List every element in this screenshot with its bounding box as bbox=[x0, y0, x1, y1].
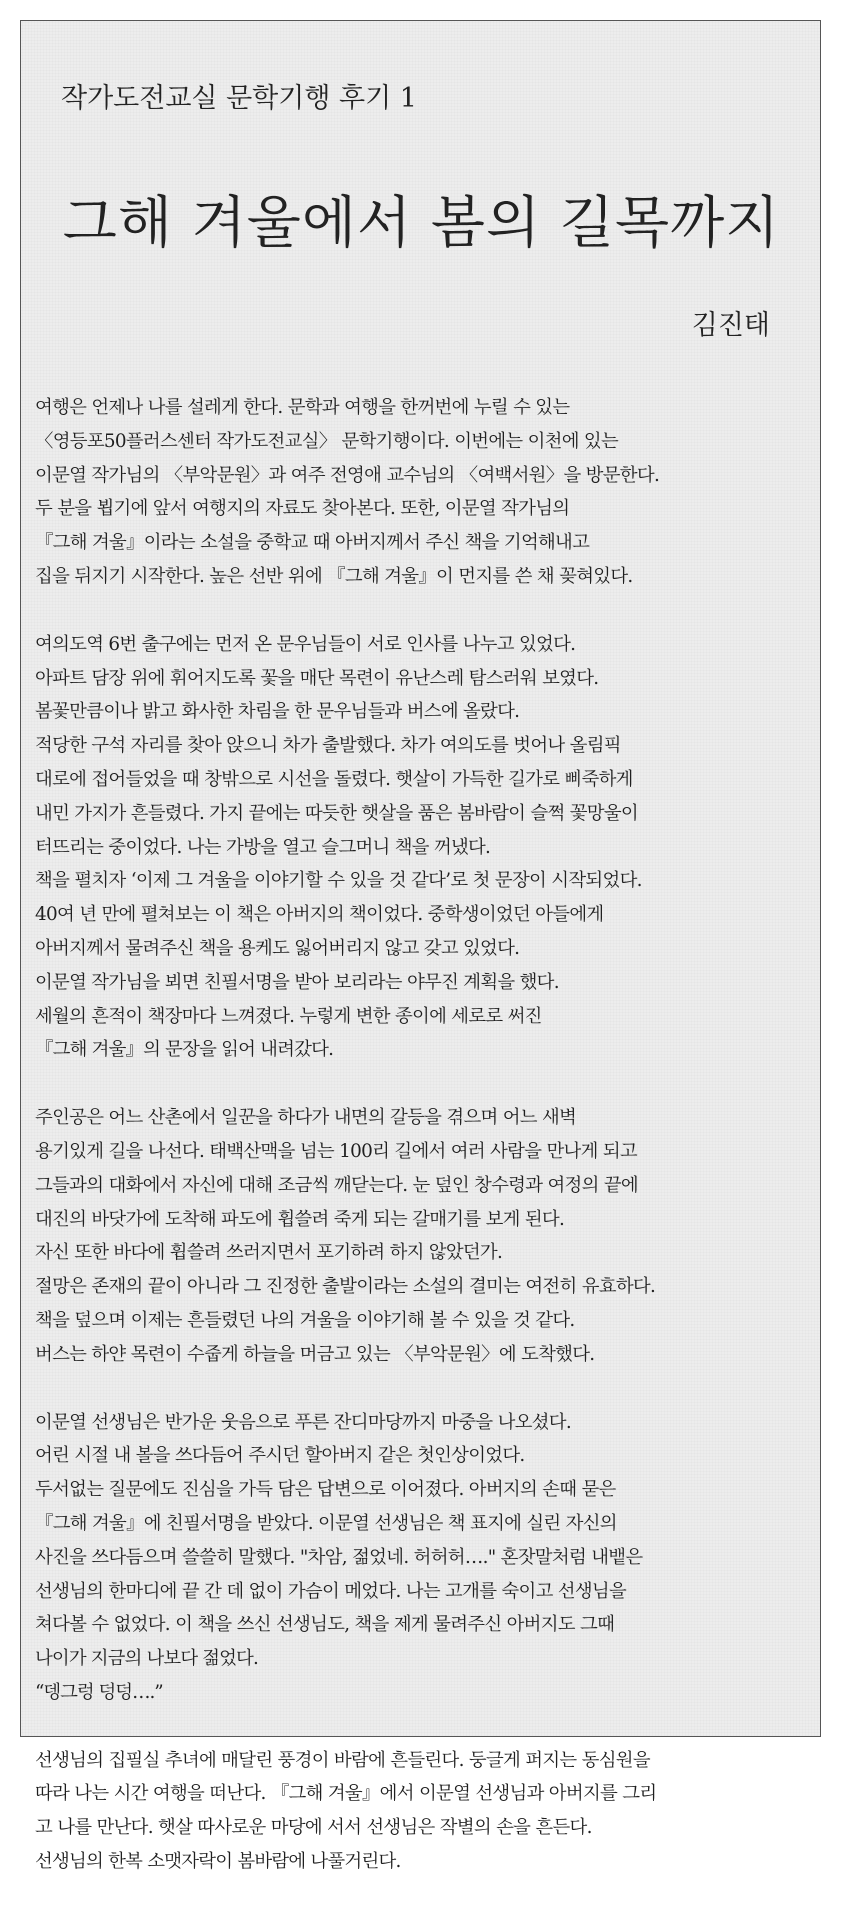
author-name: 김진태 bbox=[691, 310, 770, 341]
text-line: 대진의 바닷가에 도착해 파도에 휩쓸려 죽게 되는 갈매기를 보게 된다. bbox=[35, 1208, 565, 1230]
essay-paragraph bbox=[35, 1744, 825, 1879]
essay-paragraph bbox=[35, 1101, 825, 1371]
text-line: 40여 년 만에 펼쳐보는 이 책은 아버지의 책이었다. 중학생이었던 아들에게 bbox=[35, 904, 604, 926]
text-line: 선생님의 집필실 추녀에 매달린 풍경이 바람에 흔들린다. 둥글게 퍼지는 동심원을 bbox=[35, 1749, 650, 1771]
text-line: 이문열 작가님의 〈부악문원〉과 여주 전영애 교수님의 〈여백서원〉을 방문한다. bbox=[35, 464, 660, 486]
text-line: 여행은 언제나 나를 설레게 한다. 문학과 여행을 한꺼번에 누릴 수 있는 bbox=[35, 397, 570, 418]
text-line: “뎅그렁 덩덩….” bbox=[35, 1681, 163, 1703]
text-line: 내민 가지가 흔들렸다. 가지 끝에는 따듯한 햇살을 품은 봄바람이 슬쩍 꽃망울이 bbox=[35, 802, 638, 824]
text-line: 어린 시절 내 볼을 쓰다듬어 주시던 할아버지 같은 첫인상이었다. bbox=[35, 1445, 525, 1467]
text-line: 버스는 하얀 목련이 수줍게 하늘을 머금고 있는 〈부악문원〉에 도착했다. bbox=[35, 1343, 595, 1365]
text-line: 쳐다볼 수 없었다. 이 책을 쓰신 선생님도, 책을 제게 물려주신 아버지도 그때 bbox=[35, 1614, 615, 1636]
text-line: 두 분을 뵙기에 앞서 여행지의 자료도 찾아본다. 또한, 이문열 작가님의 bbox=[35, 498, 570, 520]
text-line: 집을 뒤지기 시작한다. 높은 선반 위에 『그해 겨울』이 먼지를 쓴 채 꽂혀있다. bbox=[35, 565, 633, 587]
essay-paragraph bbox=[35, 391, 825, 594]
text-line: 아버지께서 물려주신 책을 용케도 잃어버리지 않고 갖고 있었다. bbox=[35, 937, 520, 959]
text-line: 『그해 겨울』이라는 소설을 중학교 때 아버지께서 주신 책을 기억해내고 bbox=[35, 532, 590, 554]
essay-page bbox=[20, 20, 821, 1873]
text-line: 그들과의 대화에서 자신에 대해 조금씩 깨닫는다. 눈 덮인 창수령과 여정의 끝에 bbox=[35, 1174, 638, 1196]
text-line: 이문열 선생님은 반가운 웃음으로 푸른 잔디마당까지 마중을 나오셨다. bbox=[35, 1411, 571, 1433]
text-line: 주인공은 어느 산촌에서 일꾼을 하다가 내면의 갈등을 겪으며 어느 새벽 bbox=[35, 1107, 577, 1129]
text-line: 세월의 흔적이 책장마다 느껴졌다. 누렇게 변한 종이에 세로로 써진 bbox=[35, 1005, 542, 1027]
text-line: 적당한 구석 자리를 찾아 앉으니 차가 출발했다. 차가 여의도를 벗어나 올림픽 bbox=[35, 735, 621, 757]
text-line: 용기있게 길을 나선다. 태백산맥을 넘는 100리 길에서 여러 사람을 만나게 되고 bbox=[35, 1140, 637, 1162]
text-line: 절망은 존재의 끝이 아니라 그 진정한 출발이라는 소설의 결미는 여전히 유효하다. bbox=[35, 1276, 656, 1298]
essay-paragraph bbox=[35, 628, 825, 1067]
text-line: 선생님의 한마디에 끝 간 데 없이 가슴이 메었다. 나는 고개를 숙이고 선생님을 bbox=[35, 1580, 627, 1602]
text-line: 〈영등포50플러스센터 작가도전교실〉 문학기행이다. 이번에는 이천에 있는 bbox=[35, 430, 619, 452]
text-line: 여의도역 6번 출구에는 먼저 온 문우님들이 서로 인사를 나누고 있었다. bbox=[35, 633, 576, 655]
essay-paragraph bbox=[35, 1406, 825, 1710]
series-heading: 작가도전교실 문학기행 후기 1 bbox=[61, 83, 417, 114]
text-line: 『그해 겨울』의 문장을 읽어 내려갔다. bbox=[35, 1039, 334, 1061]
text-line: 고 나를 만난다. 햇살 따사로운 마당에 서서 선생님은 작별의 손을 흔든다. bbox=[35, 1817, 592, 1839]
text-line: 대로에 접어들었을 때 창밖으로 시선을 돌렸다. 햇살이 가득한 길가로 삐죽하게 bbox=[35, 768, 633, 790]
text-line: 선생님의 한복 소맷자락이 봄바람에 나풀거린다. bbox=[35, 1851, 401, 1873]
text-line: 두서없는 질문에도 진심을 가득 담은 답변으로 이어졌다. 아버지의 손때 묻은 bbox=[35, 1479, 616, 1501]
text-line: 『그해 겨울』에 친필서명을 받았다. 이문열 선생님은 책 표지에 실린 자신의 bbox=[35, 1512, 617, 1534]
text-line: 아파트 담장 위에 휘어지도록 꽃을 매단 목련이 유난스레 탐스러워 보였다. bbox=[35, 667, 599, 689]
text-line: 나이가 지금의 나보다 젊었다. bbox=[35, 1648, 258, 1670]
text-line: 사진을 쓰다듬으며 쓸쓸히 말했다. "차암, 젊었네. 허허허…." 혼잣말처럼 내뱉은 bbox=[35, 1546, 643, 1568]
text-line: 책을 펼치자 ‘이제 그 겨울을 이야기할 수 있을 것 같다’로 첫 문장이 시작되었다. bbox=[35, 870, 642, 892]
text-line: 책을 덮으며 이제는 흔들렸던 나의 겨울을 이야기해 볼 수 있을 것 같다. bbox=[35, 1309, 575, 1331]
essay-title: 그해 겨울에서 봄의 길목까지 bbox=[62, 191, 781, 256]
text-line: 이문열 작가님을 뵈면 친필서명을 받아 보리라는 야무진 계획을 했다. bbox=[35, 971, 559, 993]
text-line: 터뜨리는 중이었다. 나는 가방을 열고 슬그머니 책을 꺼냈다. bbox=[35, 836, 491, 858]
text-line: 봄꽃만큼이나 밝고 화사한 차림을 한 문우님들과 버스에 올랐다. bbox=[35, 701, 520, 723]
text-line: 따라 나는 시간 여행을 떠난다. 『그해 겨울』에서 이문열 선생님과 아버지를 그리 bbox=[35, 1783, 657, 1805]
essay-body bbox=[35, 391, 825, 1913]
text-line: 자신 또한 바다에 휩쓸려 쓰러지면서 포기하려 하지 않았던가. bbox=[35, 1242, 503, 1264]
